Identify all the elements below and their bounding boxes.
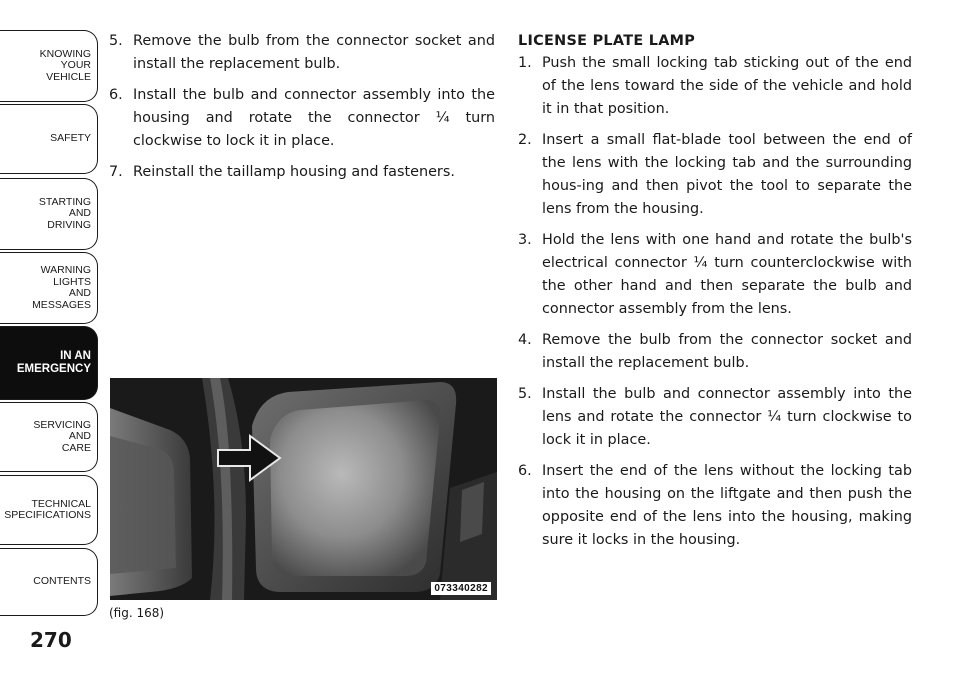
step-text: Remove the bulb from the connector socket and install the replacement bulb.: [542, 332, 912, 371]
tab-label-line: MESSAGES: [32, 298, 91, 311]
instruction-step: [518, 52, 912, 121]
figure-code: 073340282: [431, 582, 491, 595]
tab-label-line: VEHICLE: [46, 70, 91, 83]
tab-label-line: CONTENTS: [33, 575, 91, 588]
figure-caption: (fig. 168): [109, 606, 165, 620]
step-number: 3.: [518, 232, 532, 248]
instruction-step: [518, 460, 912, 552]
side-tab-starting-and-driving[interactable]: [0, 178, 98, 250]
step-text: Install the bulb and connector assembly into the lens and rotate the connector ¼ turn clockwise to lock it in place.: [542, 386, 912, 448]
instruction-step: [518, 129, 912, 221]
tab-label-line: TECHNICAL: [31, 497, 91, 510]
instruction-step: [109, 84, 495, 153]
license-plate-lamp-figure: [110, 378, 497, 600]
license-plate-lamp-photo: [110, 378, 497, 600]
side-tab-warning-lights-and-messages[interactable]: [0, 252, 98, 324]
step-number: 6.: [518, 463, 532, 479]
tab-label-line: CARE: [61, 441, 91, 454]
tab-label-line: KNOWING: [39, 47, 91, 60]
tab-label-line: DRIVING: [47, 218, 91, 231]
step-text: Insert the end of the lens without the locking tab into the housing on the liftgate and then push the opposite end of the lens into the housing, making sure it locks in the housing.: [542, 463, 912, 548]
step-number: 5.: [109, 33, 123, 49]
right-column: [518, 30, 912, 560]
side-tab-safety[interactable]: [0, 104, 98, 174]
step-text: Remove the bulb from the connector socket and install the replacement bulb.: [133, 33, 495, 72]
instruction-step: [518, 329, 912, 375]
page-number: 270: [30, 628, 72, 652]
tab-label-line: YOUR: [60, 59, 91, 72]
step-text: Hold the lens with one hand and rotate the bulb's electrical connector ¼ turn counterclockwise with the other hand and then separate the bulb and connector assembly from the lens.: [542, 232, 912, 317]
side-tab-technical-specifications[interactable]: [0, 475, 98, 545]
tab-label-line: AND: [68, 430, 91, 443]
tab-label-line: STARTING: [38, 195, 91, 208]
side-tab-knowing-your-vehicle[interactable]: [0, 30, 98, 102]
step-number: 5.: [518, 386, 532, 402]
step-number: 7.: [109, 164, 123, 180]
tab-label-line: SERVICING: [33, 418, 91, 431]
step-number: 6.: [109, 87, 123, 103]
step-number: 2.: [518, 132, 532, 148]
side-tab-in-an-emergency[interactable]: [0, 326, 98, 400]
step-text: Insert a small flat-blade tool between the end of the lens with the locking tab and the surrounding hous-ing and then pivot the tool to separate the lens from the housing.: [542, 132, 912, 217]
instruction-step: [518, 229, 912, 321]
step-number: 1.: [518, 55, 532, 71]
step-number: 4.: [518, 332, 532, 348]
section-heading: LICENSE PLATE LAMP: [518, 33, 696, 49]
instruction-step: [518, 383, 912, 452]
tab-label-line: IN AN: [60, 350, 91, 362]
side-tab-contents[interactable]: [0, 548, 98, 616]
tab-label-line: WARNING: [40, 264, 91, 276]
tab-label-line: AND: [68, 287, 91, 299]
tab-label-line: SPECIFICATIONS: [4, 509, 91, 521]
tab-label-line: EMERGENCY: [16, 363, 91, 375]
instruction-step: [109, 161, 495, 184]
side-tab-servicing-and-care[interactable]: [0, 402, 98, 472]
step-text: Reinstall the taillamp housing and fasteners.: [133, 164, 455, 180]
tab-label-line: AND: [68, 207, 91, 220]
step-text: Push the small locking tab sticking out of the end of the lens toward the side of the vehicle and hold it in that position.: [542, 55, 912, 117]
tab-label-line: SAFETY: [50, 132, 91, 145]
tab-label-line: LIGHTS: [53, 275, 91, 288]
step-text: Install the bulb and connector assembly into the housing and rotate the connector ¼ turn clockwise to lock it in place.: [133, 87, 495, 149]
instruction-step: [109, 30, 495, 76]
left-column: [109, 30, 495, 192]
